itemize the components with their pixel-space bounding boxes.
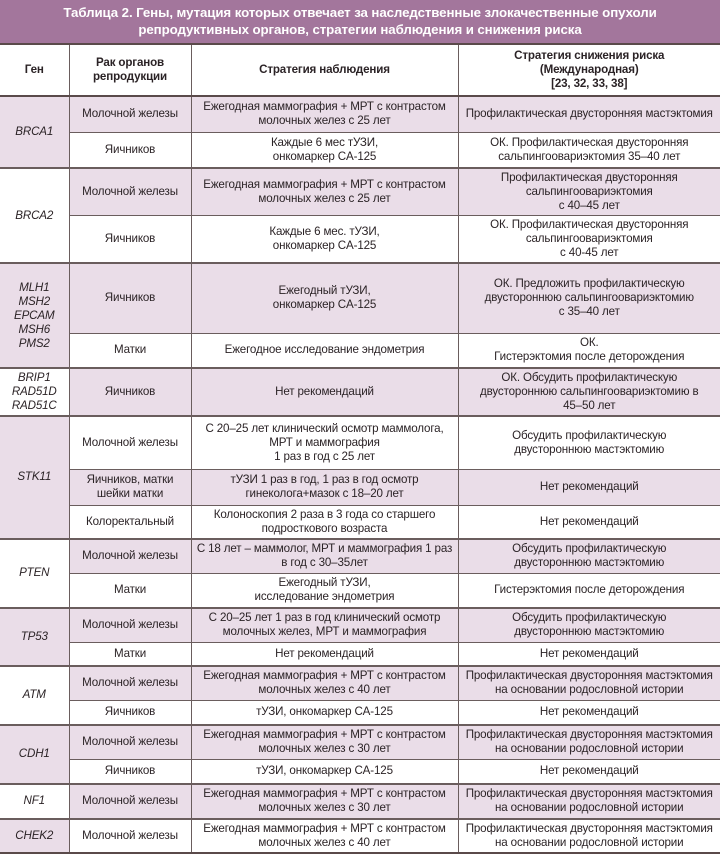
risk-cell-line: двустороннюю мастэктомию	[514, 556, 665, 570]
gene-name: NF1	[23, 794, 45, 807]
gene-name: RAD51C	[11, 399, 57, 412]
header-risk	[458, 45, 720, 96]
table-row	[0, 505, 720, 539]
risk-cell-line: Нет рекомендаций	[539, 764, 639, 778]
table-row	[0, 333, 720, 368]
observation-cell	[191, 666, 458, 701]
risk-cell-line: сальпингоовариэктомия	[525, 232, 653, 245]
table-body	[0, 96, 720, 853]
observation-cell-line: тУЗИ, онкомаркер CA-125	[256, 705, 393, 719]
table-row	[0, 263, 720, 333]
observation-cell	[191, 368, 458, 416]
observation-cell-line: молочных желез с 40 лет	[258, 683, 391, 697]
gene-cell	[0, 368, 69, 416]
organ-cell	[69, 608, 191, 643]
gene-name: BRIP1	[17, 371, 51, 384]
organ-cell-line: Молочной железы	[82, 618, 178, 632]
organ-cell	[69, 132, 191, 168]
gene-name: MSH6	[18, 322, 51, 336]
observation-cell-line: Каждые 6 мес тУЗИ,	[270, 135, 379, 149]
observation-cell	[191, 216, 458, 264]
observation-cell	[191, 643, 458, 666]
observation-cell-line: С 20–25 лет клинический осмотр маммолога,	[205, 421, 444, 435]
observation-cell-line: подросткового возраста	[261, 521, 388, 535]
risk-cell-line: двустороннюю мастэктомию	[514, 442, 665, 456]
risk-cell	[458, 96, 720, 132]
observation-cell-line: Ежегодная маммография + МРТ с контрастом	[203, 821, 446, 835]
organ-cell-line: Молочной железы	[82, 185, 178, 198]
observation-cell-line: гинеколога+мазок с 18–20 лет	[245, 487, 404, 500]
gene-name: TP53	[20, 629, 48, 643]
organ-cell-line: Молочной железы	[82, 735, 178, 749]
observation-cell	[191, 132, 458, 168]
table-row	[0, 608, 720, 643]
organ-cell	[69, 333, 191, 368]
gene-name: CDH1	[18, 747, 50, 760]
risk-cell	[458, 368, 720, 416]
risk-cell	[458, 608, 720, 643]
observation-cell-line: Колоноскопия 2 раза в 3 года со старшего	[213, 507, 436, 521]
observation-cell-line: тУЗИ 1 раз в год, 1 раз в год осмотр	[230, 473, 419, 486]
organ-cell	[69, 574, 191, 608]
risk-cell-line: Нет рекомендаций	[539, 514, 639, 528]
risk-cell-line: с 40–45 лет	[558, 199, 620, 212]
risk-cell	[458, 784, 720, 819]
organ-cell	[69, 666, 191, 701]
risk-cell-line: Гистерэктомия после деторождения	[494, 583, 685, 597]
gene-cell	[0, 725, 69, 784]
risk-cell	[458, 701, 720, 725]
risk-cell-line: Профилактическая двусторонняя	[500, 171, 678, 184]
header-organ	[69, 45, 191, 96]
risk-cell-line: 45–50 лет	[563, 399, 616, 412]
organ-cell-line: Яичников	[104, 764, 156, 778]
header-gene-label: Ген	[24, 63, 44, 76]
risk-cell-line: сальпингоовариэктомия 35–40 лет	[498, 149, 681, 163]
organ-cell-line: Яичников	[104, 291, 156, 305]
observation-cell-line: молочных желез с 30 лет	[258, 801, 391, 814]
organ-cell	[69, 643, 191, 666]
risk-cell-line: Профилактическая двусторонняя мастэктомия	[465, 821, 713, 835]
observation-cell-line: молочных желез с 25 лет	[258, 114, 391, 128]
observation-cell-line: Нет рекомендаций	[275, 646, 374, 660]
organ-cell-line: Яичников	[104, 232, 156, 245]
observation-cell-line: Ежегодный тУЗИ,	[278, 576, 371, 590]
gene-cell	[0, 416, 69, 539]
risk-cell-line: Обсудить профилактическую	[512, 542, 667, 556]
table-row	[0, 539, 720, 574]
risk-cell-line: ОК. Предложить профилактическую	[493, 277, 685, 291]
risk-cell-line: Нет рекомендаций	[539, 480, 639, 493]
observation-cell	[191, 608, 458, 643]
observation-cell-line: исследование эндометрия	[254, 590, 395, 604]
header-row	[0, 45, 720, 96]
organ-cell	[69, 263, 191, 333]
risk-cell-line: Нет рекомендаций	[539, 646, 639, 660]
risk-cell-line: Обсудить профилактическую	[512, 428, 667, 442]
organ-cell	[69, 416, 191, 469]
table-row	[0, 666, 720, 701]
table-row	[0, 784, 720, 819]
risk-cell-line: на основании родословной истории	[495, 835, 684, 849]
risk-cell	[458, 666, 720, 701]
risk-cell-line: Профилактическая двусторонняя мастэктомия	[465, 728, 713, 742]
gene-name: BRCA1	[15, 125, 54, 138]
observation-cell	[191, 333, 458, 368]
header-observation	[191, 45, 458, 96]
risk-cell	[458, 469, 720, 505]
table-row	[0, 725, 720, 760]
table-title	[0, 0, 720, 45]
risk-cell-line: Нет рекомендаций	[539, 705, 639, 719]
gene-cell	[0, 168, 69, 263]
gene-cell	[0, 784, 69, 819]
risk-cell-line: ОК. Профилактическая двусторонняя	[490, 135, 689, 149]
gene-name: PTEN	[19, 566, 50, 579]
observation-cell-line: молочных желез с 40 лет	[258, 835, 391, 849]
risk-cell-line: на основании родословной истории	[495, 801, 684, 814]
gene-name: PMS2	[18, 336, 50, 350]
table-row	[0, 168, 720, 216]
table-row	[0, 469, 720, 505]
header-risk-line: (Международная)	[539, 63, 639, 76]
organ-cell	[69, 760, 191, 784]
table-row	[0, 416, 720, 469]
observation-cell	[191, 539, 458, 574]
organ-cell	[69, 784, 191, 819]
organ-cell-line: Матки	[113, 646, 147, 660]
risk-cell	[458, 760, 720, 784]
genes-table	[0, 45, 720, 854]
risk-cell	[458, 168, 720, 216]
risk-cell-line: двустороннюю сальпингоовариэктомию в	[480, 385, 699, 398]
observation-cell	[191, 96, 458, 132]
observation-cell-line: Ежегодная маммография + МРТ с контрастом	[203, 669, 446, 683]
gene-cell	[0, 96, 69, 168]
organ-cell	[69, 368, 191, 416]
table-row	[0, 132, 720, 168]
observation-cell-line: Ежегодная маммография + МРТ с контрастом	[203, 100, 446, 114]
risk-cell-line: на основании родословной истории	[495, 742, 684, 756]
organ-cell-line: Молочной железы	[82, 435, 178, 449]
observation-cell-line: онкомаркер CA-125	[272, 239, 377, 252]
table-row	[0, 368, 720, 416]
risk-cell-line: двустороннюю сальпингоовариэктомию	[484, 291, 694, 305]
organ-cell	[69, 216, 191, 264]
observation-cell-line: Ежегодное исследование эндометрия	[224, 343, 425, 357]
organ-cell	[69, 539, 191, 574]
observation-cell	[191, 505, 458, 539]
observation-cell	[191, 701, 458, 725]
gene-name: RAD51D	[11, 385, 57, 398]
table-row	[0, 701, 720, 725]
observation-cell-line: Ежегодный тУЗИ,	[278, 284, 371, 298]
observation-cell	[191, 168, 458, 216]
risk-cell-line: Профилактическая двусторонняя мастэктомия	[465, 787, 713, 800]
gene-name: BRCA2	[15, 208, 54, 222]
risk-cell	[458, 725, 720, 760]
organ-cell-line: Молочной железы	[82, 107, 178, 121]
observation-cell-line: Ежегодная маммография + МРТ с контрастом	[203, 787, 446, 800]
gene-name: MSH2	[18, 294, 51, 308]
organ-cell-line: Яичников	[104, 385, 156, 398]
observation-cell-line: молочных желез, МРТ и маммография	[222, 625, 427, 639]
risk-cell-line: ОК. Обсудить профилактическую	[501, 371, 678, 384]
risk-cell	[458, 333, 720, 368]
gene-name: ATM	[22, 688, 46, 701]
risk-cell	[458, 263, 720, 333]
gene-cell	[0, 263, 69, 368]
table-row	[0, 96, 720, 132]
gene-name: CHEK2	[15, 828, 54, 842]
risk-cell	[458, 574, 720, 608]
header-gene	[0, 45, 69, 96]
gene-cell	[0, 666, 69, 725]
observation-cell-line: Каждые 6 мес. тУЗИ,	[269, 225, 380, 238]
observation-cell-line: молочных желез с 30 лет	[258, 742, 391, 756]
organ-cell-line: Молочной железы	[82, 549, 178, 563]
risk-cell	[458, 416, 720, 469]
header-risk-line: Стратегия снижения риска	[514, 49, 665, 62]
header-organ-line: репродукции	[92, 70, 168, 83]
observation-cell	[191, 784, 458, 819]
organ-cell	[69, 505, 191, 539]
observation-cell-line: Ежегодная маммография + МРТ с контрастом	[203, 178, 446, 191]
risk-cell	[458, 643, 720, 666]
organ-cell-line: Яичников	[104, 705, 156, 719]
header-observation-label: Стратегия наблюдения	[259, 63, 390, 76]
observation-cell	[191, 760, 458, 784]
organ-cell	[69, 725, 191, 760]
observation-cell-line: в год с 30–35лет	[281, 556, 368, 570]
organ-cell	[69, 701, 191, 725]
risk-cell-line: ОК.	[579, 336, 599, 350]
observation-cell-line: молочных желез с 25 лет	[258, 192, 391, 205]
risk-cell-line: на основании родословной истории	[495, 683, 684, 697]
observation-cell	[191, 574, 458, 608]
gene-name: MLH1	[19, 280, 50, 294]
observation-cell	[191, 263, 458, 333]
observation-cell-line: С 18 лет – маммолог, МРТ и маммография 1 раз	[196, 542, 453, 556]
risk-cell-line: ОК. Профилактическая двусторонняя	[490, 218, 689, 231]
risk-cell	[458, 132, 720, 168]
gene-cell	[0, 539, 69, 608]
table-title-line-1: Таблица 2. Гены, мутация которых отвечает за наследственные злокачественные опухоли	[63, 5, 657, 20]
observation-cell-line: Нет рекомендаций	[275, 385, 374, 398]
organ-cell-line: Яичников	[104, 142, 156, 156]
header-risk-line: [23, 32, 33, 38]	[551, 77, 628, 90]
risk-cell-line: Профилактическая двусторонняя мастэктомия	[465, 107, 713, 121]
organ-cell-line: Молочной железы	[82, 794, 178, 807]
organ-cell-line: Молочной железы	[82, 828, 178, 842]
observation-cell-line: С 20–25 лет 1 раз в год клинический осмотр	[208, 611, 441, 625]
organ-cell	[69, 96, 191, 132]
header-organ-line: Рак органов	[95, 56, 165, 69]
risk-cell	[458, 539, 720, 574]
organ-cell-line: шейки матки	[96, 487, 164, 500]
table-row	[0, 643, 720, 666]
observation-cell	[191, 725, 458, 760]
observation-cell-line: Ежегодная маммография + МРТ с контрастом	[203, 728, 446, 742]
gene-name: EPCAM	[14, 308, 55, 322]
table-row	[0, 216, 720, 264]
risk-cell-line: Обсудить профилактическую	[512, 611, 667, 625]
risk-cell-line: с 40-45 лет	[560, 246, 619, 259]
organ-cell-line: Молочной железы	[82, 676, 178, 690]
observation-cell	[191, 416, 458, 469]
organ-cell	[69, 168, 191, 216]
risk-cell-line: Гистерэктомия после деторождения	[494, 350, 685, 364]
organ-cell-line: Матки	[113, 583, 147, 597]
observation-cell-line: онкомаркер CA-125	[272, 298, 377, 312]
gene-cell	[0, 608, 69, 666]
table-row	[0, 574, 720, 608]
risk-cell-line: сальпингоовариэктомия	[525, 185, 653, 198]
observation-cell-line: тУЗИ, онкомаркер CA-125	[256, 764, 393, 778]
organ-cell	[69, 469, 191, 505]
risk-cell	[458, 216, 720, 264]
table-title-line-2: репродуктивных органов, стратегии наблюдения и снижения риска	[138, 22, 582, 37]
organ-cell-line: Колоректальный	[86, 514, 174, 528]
table-row	[0, 760, 720, 784]
risk-cell-line: с 35–40 лет	[558, 305, 620, 319]
organ-cell-line: Яичников, матки	[86, 473, 174, 486]
risk-cell-line: двустороннюю мастэктомию	[514, 625, 665, 639]
observation-cell-line: МРТ и маммография	[269, 435, 380, 449]
observation-cell-line: 1 раз в год с 25 лет	[274, 449, 375, 463]
risk-cell	[458, 505, 720, 539]
observation-cell	[191, 469, 458, 505]
observation-cell-line: онкомаркер CA-125	[272, 149, 377, 163]
risk-cell-line: Профилактическая двусторонняя мастэктомия	[465, 669, 713, 683]
gene-name: STK11	[17, 470, 52, 484]
organ-cell-line: Матки	[113, 343, 147, 357]
